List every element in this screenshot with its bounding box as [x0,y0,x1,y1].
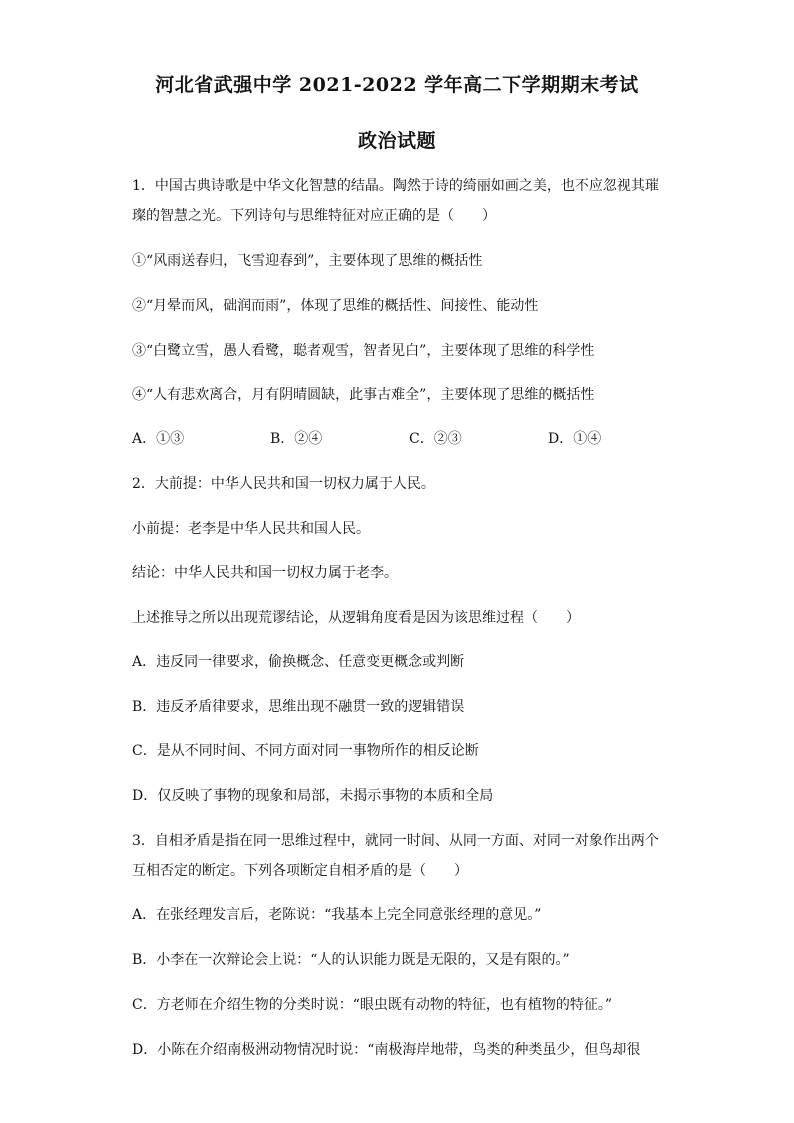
q2-option-d: D．仅反映了事物的现象和局部，未揭示事物的本质和全局 [132,788,494,804]
q3-option-c: C．方老师在介绍生物的分类时说：“眼虫既有动物的特征，也有植物的特征。” [132,997,613,1013]
q1-item-4: ④“人有悲欢离合，月有阴晴圆缺，此事古难全”，主要体现了思维的概括性 [132,387,595,403]
q3-option-b: B．小李在一次辩论会上说：“人的认识能力既是无限的，又是有限的。” [132,952,570,968]
q3-option-a: A．在张经理发言后，老陈说：“我基本上完全同意张经理的意见。” [132,907,542,923]
q1-stem-line2: 璨的智慧之光。下列诗句与思维特征对应正确的是（ ） [132,208,496,224]
exam-subtitle: 政治试题 [357,130,436,152]
exam-title: 河北省武强中学 2021-2022 学年高二下学期期末考试 [155,74,639,96]
q1-item-2: ②“月晕而风，础润而雨”，体现了思维的概括性、间接性、能动性 [132,298,539,314]
q2-minor-premise: 小前提：老李是中华人民共和国人民。 [132,521,370,537]
q2-option-c: C．是从不同时间、不同方面对同一事物所作的相反论断 [132,743,479,759]
q1-option-b: B．②④ [270,431,323,447]
q1-item-3: ③“白鹭立雪，愚人看鹭，聪者观雪，智者见白”，主要体现了思维的科学性 [132,343,595,359]
q1-option-c: C．②③ [409,431,462,447]
q2-option-b: B．违反矛盾律要求，思维出现不融贯一致的逻辑错误 [132,699,465,715]
q2-question: 上述推导之所以出现荒谬结论，从逻辑角度看是因为该思维过程（ ） [132,610,580,626]
q1-item-1: ①“风雨送春归，飞雪迎春到”，主要体现了思维的概括性 [132,253,483,269]
q1-option-d: D．①④ [548,431,602,447]
q1-option-a: A．①③ [132,431,185,447]
q3-option-d: D．小陈在介绍南极洲动物情况时说：“南极海岸地带，鸟类的种类虽少，但鸟却很 [132,1042,641,1058]
q2-option-a: A．违反同一律要求，偷换概念、任意变更概念或判断 [132,654,465,670]
q2-conclusion: 结论：中华人民共和国一切权力属于老李。 [132,565,398,581]
q3-stem-line2: 互相否定的断定。下列各项断定自相矛盾的是（ ） [132,863,468,879]
q2-major-premise: 2．大前提：中华人民共和国一切权力属于人民。 [132,476,435,492]
q1-stem-line1: 1．中国古典诗歌是中华文化智慧的结晶。陶然于诗的绮丽如画之美，也不应忽视其璀 [132,178,659,194]
q3-stem-line1: 3．自相矛盾是指在同一思维过程中，就同一时间、从同一方面、对同一对象作出两个 [132,833,659,849]
